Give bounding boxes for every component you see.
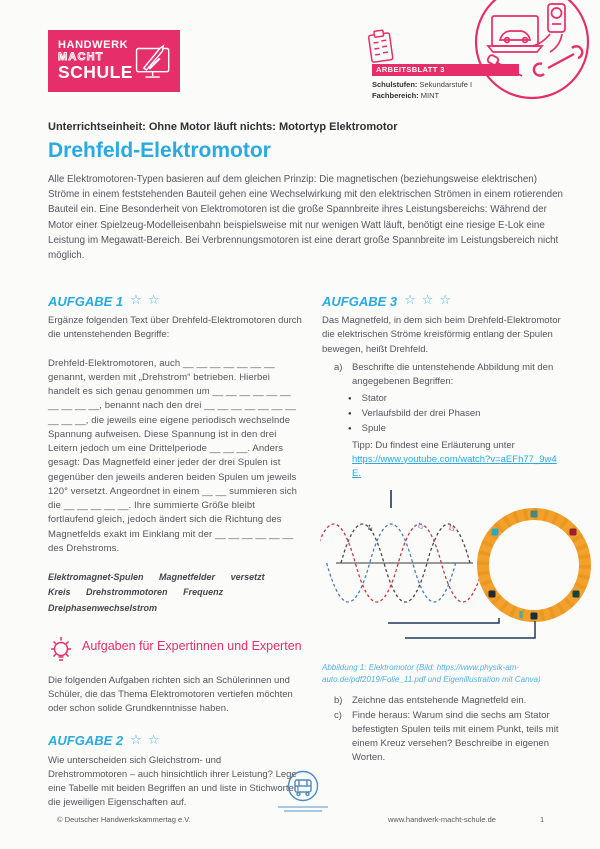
wave-label-t1: t₁: [368, 522, 373, 532]
unit-kicker: Unterrichtseinheit: Ohne Motor läuft nichts: Motortyp Elektromotor: [48, 121, 398, 133]
task3-stars: ☆☆☆: [404, 292, 458, 307]
word-bank-item: Dreiphasenwechselstrom: [48, 602, 158, 613]
motor-figure: [320, 485, 592, 655]
word-bank-item: Elektromagnet-Spulen: [48, 572, 144, 582]
word-bank-item: Frequenz: [183, 587, 224, 598]
item-a-label: a): [334, 361, 343, 373]
brand-word-handwerk: HANDWERK: [58, 39, 129, 52]
task1-instruction: Ergänze folgenden Text über Drehfeld-Elektromotoren durch die untenstehenden Begriffe:: [48, 315, 302, 341]
school-level-label: Schulstufen:: [372, 80, 418, 89]
wrench-icon: [534, 46, 582, 75]
association-seal: [278, 770, 328, 812]
bullet-item: [322, 392, 565, 407]
word-bank-item: Magnetfelder: [159, 572, 216, 582]
bullet-list: [322, 392, 565, 437]
subject-row: [372, 90, 472, 101]
item-c-label: c): [334, 710, 342, 722]
three-phase-waveform: [320, 521, 484, 602]
monitor-pencil-icon: [133, 39, 174, 83]
copyright: © Deutscher Handwerkskammertag e.V.: [57, 815, 191, 824]
task1-heading: [48, 293, 302, 309]
worksheet-meta: [372, 79, 472, 102]
bullet-stator: ● Stator: [361, 392, 387, 404]
tip-row: [334, 439, 565, 481]
expert-heading-row: [48, 636, 302, 668]
seal-icon: [281, 770, 325, 804]
word-bank-item: Drehstrommotoren: [86, 587, 168, 598]
clipboard-icon: [364, 26, 399, 66]
brand-logo-text: [54, 40, 133, 81]
coil-bottom: [531, 612, 538, 619]
laptop-car-icon: [488, 16, 542, 52]
tip-text: Tipp: Du findest eine Erläuterung unter: [352, 439, 515, 451]
brand-logo: [48, 30, 180, 92]
wave-label-t2: t₂: [418, 520, 424, 530]
word-bank: [48, 570, 302, 616]
task2-heading: [48, 733, 302, 749]
callout-line-1: [388, 618, 499, 623]
coil-tick: [520, 611, 523, 618]
expert-text: Die folgenden Aufgaben richten sich an Schülerinnen und Schüler, die das Thema Elektromotoren vertiefen möchten oder schon solide Grundkenntnisse haben.: [48, 674, 293, 715]
tools-circle-illustration: [464, 0, 600, 108]
subject-value: MINT: [418, 91, 440, 101]
expert-heading: Aufgaben für Expertinnen und Experten: [82, 638, 302, 653]
task2-label: AUFGABE 2: [48, 733, 124, 749]
bullet-verlaufsbild: ● Verlaufsbild der drei Phasen: [361, 407, 481, 419]
task3-item-a: [334, 361, 565, 389]
task1-label: AUFGABE 1: [48, 293, 124, 309]
youtube-link[interactable]: https://www.youtube.com/watch?v=aEFh77_9w4E.: [352, 453, 557, 479]
bus-icon: [295, 780, 311, 796]
coil-lower-left: [489, 590, 496, 597]
task2-section: [48, 733, 302, 811]
screwdriver-icon: [487, 54, 522, 76]
coil-upper-right: [570, 528, 577, 535]
coil-upper-left: [492, 528, 499, 535]
left-column: [48, 293, 302, 821]
right-column: [322, 293, 565, 765]
wave-label-t3: t₃: [449, 522, 455, 532]
coil-top: [531, 510, 538, 517]
task1-cloze-text: Drehfeld-Elektromotoren, auch __ __ __ __ __ __ __ genannt, werden mit „Drehstrom“ betrieben. Hierbei handelt es sich genau genommen um __ __ __ __ __ __ __ __ __ __, benannt nach den drei __ __ __ __ __ __ __ __ __ __, die jeweils eine eigene periodisch wechselnde Spannung aufweisen. Diese Spannung ist in den drei Leitern jedoch um eine Drittelperiode __ __ __. Anders gesagt: Das Magnetfeld einer jeder der drei Spulen ist gegenüber den jeweils anderen beiden Spulen um jeweils 120° versetzt. Angeordnet in einem __ __ summieren sich die __ __ __ __ __. Ihre summierte Größe bleibt fortlaufend gleich, jedoch ändert sich die Richtung des Magnetfelds exakt im Einklang mit der __ __ __ __ __ __ des Drehstroms.: [48, 357, 298, 554]
lightbulb-icon: [48, 636, 74, 668]
item-a-text: Beschrifte die untenstehende Abbildung mit den angegebenen Begriffen:: [352, 361, 554, 387]
tip-content: [352, 439, 565, 481]
figure-caption: Abbildung 1: Elektromotor (Bild: https://www.physik-am-auto.de/pdf2019/Folie_11.pdf und Eigenillustration mit Canva): [322, 662, 541, 684]
task1-section: [48, 293, 302, 616]
school-level-row: [372, 79, 472, 90]
seal-text-line: [278, 806, 328, 808]
page-number: 1: [540, 815, 545, 824]
task2-text: Wie unterscheiden sich Gleichstrom- und Drehstrommotoren – auch hinsichtlich ihrer Leistung? Lege eine Tabelle mit beiden Begriffen an und liste in Stichworten die jeweiligen Eigenschaften auf.: [48, 754, 300, 809]
website: www.handwerk-macht-schule.de: [388, 815, 496, 824]
task2-stars: ☆☆: [130, 731, 166, 747]
subject-label: Fachbereich:: [372, 91, 419, 101]
expert-section: [48, 636, 302, 717]
task3-label: AUFGABE 3: [322, 293, 398, 309]
coil-lower-right: [573, 590, 580, 597]
item-c-text: Finde heraus: Warum sind die sechs am Stator befestigten Spulen teils mit einem Punkt, teils mit einem Kreuz versehen? Beschreibe in eigenen Worten.: [352, 710, 559, 764]
intro-paragraph: Alle Elektromotoren-Typen basieren auf dem gleichen Prinzip: Die magnetischen (beziehungsweise elektrischen) Ströme in einem feststehenden Bauteil gehen eine Wechselwirkung mit den elektrischen Strömen in einem rotierenden Bauteil ein. Eine Besonderheit von Elektromotoren ist die große Spannbreite ihres Leistungsbereichs: Während der Motor einer Spielzeug-Modelleisenbahn beispielsweise mit nur wenigen Watt läuft, benötigt eine riesige E-Lok eine Leistung im Megawatt-Bereich. Bei Verbrennungsmotoren ist eine derart große Spannbreite im Leistungsbereich nicht möglich.: [48, 174, 563, 261]
item-b-text: Zeichne das entstehende Magnetfeld ein.: [352, 694, 527, 706]
bullet-item: [322, 407, 565, 422]
school-level-value: Sekundarstufe I: [417, 80, 473, 89]
task3-intro: Das Magnetfeld, in dem sich beim Drehfeld-Elektromotor die elektrischen Ströme kreisförmig entlang der Spulen bewegen, heißt Drehfeld.: [322, 315, 561, 355]
worksheet-banner: ARBEITSBLATT 3: [372, 64, 519, 76]
task1-stars: ☆☆: [130, 292, 166, 307]
bullet-item: [322, 422, 565, 437]
multimeter-icon: [532, 4, 565, 52]
word-bank-item: versetzt: [230, 572, 265, 582]
task3-item-b: [334, 694, 565, 708]
brand-word-schule: SCHULE: [58, 62, 133, 83]
stator-ring: [483, 510, 585, 619]
tip-spacer: [334, 439, 352, 481]
task3-item-c: [334, 709, 565, 765]
item-b-label: b): [334, 694, 343, 706]
task3-heading: [322, 293, 565, 309]
bullet-spule: ● Spule: [361, 422, 386, 434]
brand-word-macht: MACHT: [58, 50, 104, 63]
seal-text-line: [284, 810, 322, 812]
page-title: Drehfeld-Elektromotor: [48, 139, 271, 162]
word-bank-item: Kreis: [48, 587, 71, 598]
